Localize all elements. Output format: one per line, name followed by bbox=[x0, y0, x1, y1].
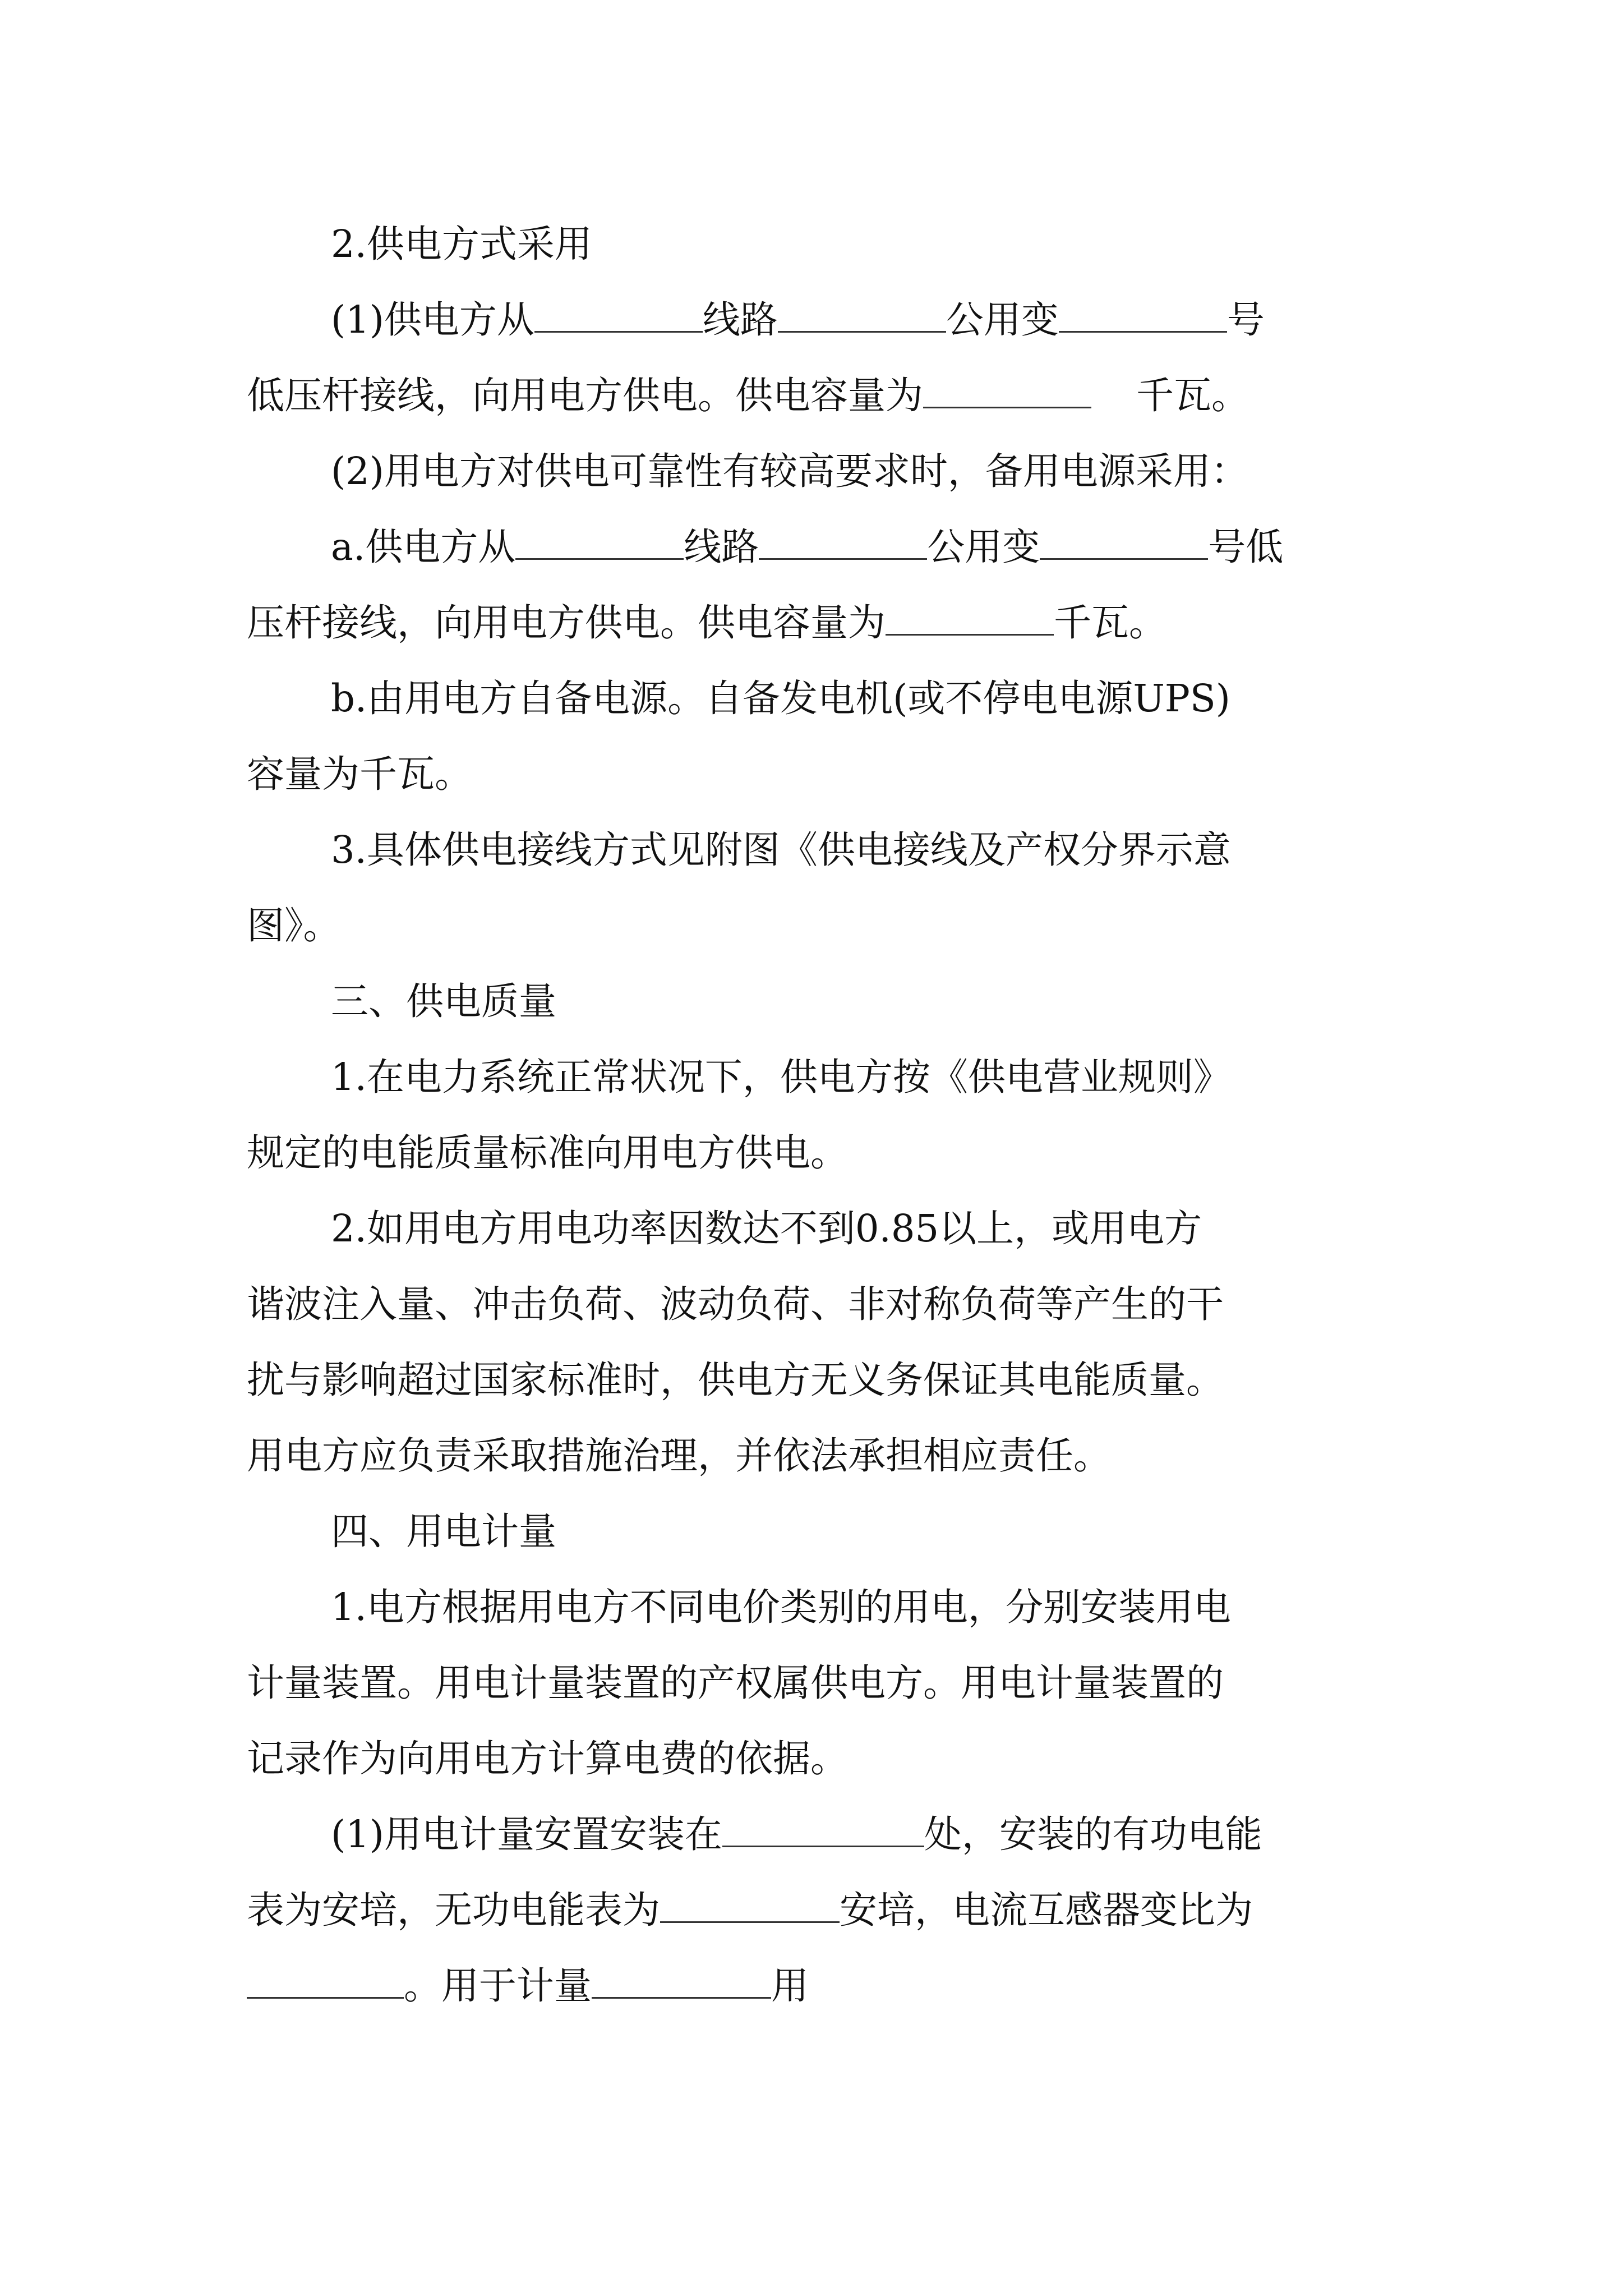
text-line-2 bbox=[331, 295, 1265, 345]
text-line-24 bbox=[247, 1961, 809, 2011]
text-segment: 用 bbox=[771, 1964, 809, 2008]
text-segment: 千瓦。 bbox=[1136, 374, 1249, 417]
text-line-23 bbox=[247, 1885, 1253, 1935]
blank-field-transformer[interactable] bbox=[778, 296, 946, 333]
text-segment: 线路 bbox=[684, 525, 759, 569]
text-segment: 号 bbox=[1227, 298, 1265, 342]
section-heading-3: 三、供电质量 bbox=[331, 979, 556, 1023]
text-segment: 压杆接线，向用电方供电。供电容量为 bbox=[247, 601, 886, 645]
text-line-19: 1.电方根据用电方不同电价类别的用电，分别安装用电 bbox=[331, 1585, 1231, 1629]
text-segment: 公用变 bbox=[927, 525, 1040, 569]
text-line-4: (2)用电方对供电可靠性有较高要求时，备用电源采用： bbox=[331, 449, 1248, 493]
text-segment: 。用于计量 bbox=[404, 1964, 592, 2008]
text-segment: 线路 bbox=[702, 298, 778, 342]
text-segment: 处，安装的有功电能 bbox=[924, 1812, 1262, 1856]
blank-field-line[interactable] bbox=[534, 296, 703, 333]
text-segment: 千瓦。 bbox=[1054, 601, 1166, 645]
text-line-10: 图》。 bbox=[247, 904, 341, 947]
blank-field-reactive-meter[interactable] bbox=[660, 1887, 840, 1923]
blank-field-backup-capacity[interactable] bbox=[886, 599, 1054, 636]
text-line-16: 扰与影响超过国家标准时，供电方无义务保证其电能质量。 bbox=[247, 1358, 1224, 1402]
text-segment: 安培，电流互感器变比为 bbox=[840, 1888, 1253, 1932]
text-line-20: 计量装置。用电计量装置的产权属供电方。用电计量装置的 bbox=[247, 1661, 1224, 1705]
text-segment: (1)供电方从 bbox=[331, 298, 534, 342]
blank-field-ct-ratio[interactable] bbox=[247, 1962, 404, 1999]
blank-field-backup-number[interactable] bbox=[1040, 523, 1208, 560]
text-line-17: 用电方应负责采取措施治理，并依法承担相应责任。 bbox=[247, 1434, 1111, 1478]
text-segment: 号低 bbox=[1208, 525, 1284, 569]
text-segment: 低压杆接线，向用电方供电。供电容量为 bbox=[247, 374, 923, 417]
text-line-14: 2.如用电方用电功率因数达不到0.85以上，或用电方 bbox=[331, 1207, 1202, 1250]
section-heading-4: 四、用电计量 bbox=[331, 1510, 556, 1553]
text-line-12: 1.在电力系统正常状况下，供电方按《供电营业规则》 bbox=[331, 1055, 1231, 1099]
blank-field-capacity[interactable] bbox=[923, 372, 1091, 408]
blank-field-backup-transformer[interactable] bbox=[759, 523, 927, 560]
text-line-8: 容量为千瓦。 bbox=[247, 752, 472, 796]
text-line-6 bbox=[247, 597, 1166, 648]
blank-field-meter-location[interactable] bbox=[722, 1811, 924, 1847]
text-line-1: 2.供电方式采用 bbox=[331, 222, 592, 266]
text-line-3 bbox=[247, 370, 1249, 421]
text-line-13: 规定的电能质量标准向用电方供电。 bbox=[247, 1131, 848, 1175]
text-line-9: 3.具体供电接线方式见附图《供电接线及产权分界示意 bbox=[331, 828, 1231, 872]
text-segment: 公用变 bbox=[946, 298, 1059, 342]
text-line-7: b.由用电方自备电源。自备发电机(或不停电电源UPS) bbox=[331, 677, 1230, 720]
blank-field-metering-use[interactable] bbox=[592, 1962, 771, 1999]
text-line-15: 谐波注入量、冲击负荷、波动负荷、非对称负荷等产生的干 bbox=[247, 1282, 1224, 1326]
text-segment: (1)用电计量安置安装在 bbox=[331, 1812, 722, 1856]
text-line-5 bbox=[331, 522, 1283, 572]
text-segment: a.供电方从 bbox=[331, 525, 516, 569]
text-line-21: 记录作为向用电方计算电费的依据。 bbox=[247, 1737, 848, 1780]
text-segment: 表为安培，无功电能表为 bbox=[247, 1888, 660, 1932]
blank-field-number[interactable] bbox=[1059, 296, 1227, 333]
text-line-22 bbox=[331, 1809, 1262, 1860]
blank-field-backup-line[interactable] bbox=[515, 523, 684, 560]
